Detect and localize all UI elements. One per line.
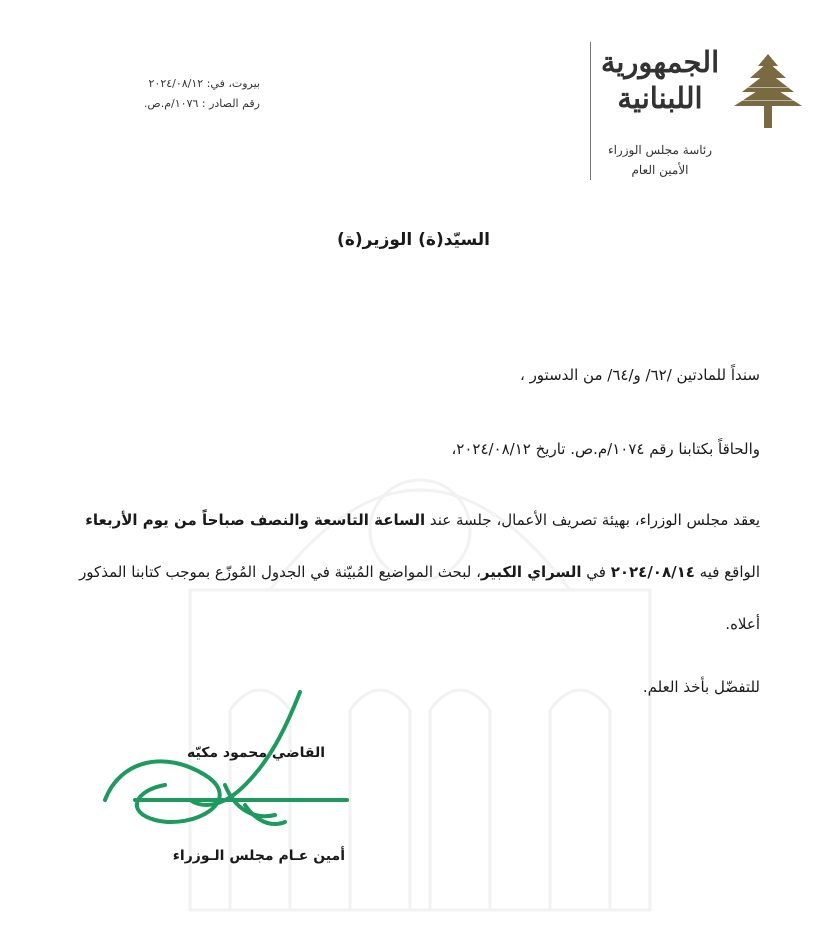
meeting-date: ٢٠٢٤/٠٨/١٤	[610, 563, 695, 581]
republic-emblem-text	[600, 44, 720, 116]
republic-line-2: اللبنانية	[617, 81, 703, 115]
date-reference-block	[100, 74, 260, 114]
signatory-title: أمين عـام مجلس الـوزراء	[172, 848, 345, 864]
paragraph-reference: والحاقاً بكتابنا رقم ١٠٧٤/م.ص. تاريخ ٢٠٢٤/٠٨/١٢،	[451, 440, 760, 458]
republic-line-1: الجمهورية	[600, 45, 720, 79]
header-divider	[590, 42, 591, 180]
paragraph-legal-basis: سنداً للمادتين /٦٢/ و/٦٤/ من الدستور ،	[519, 366, 760, 384]
meeting-purpose: ، لبحث المواضيع المُبيّنة في الجدول المُوزّع بموجب كتابنا المذكور أعلاه.	[79, 563, 760, 633]
meeting-time-day: الساعة التاسعة والنصف صباحاً من يوم الأربعاء	[85, 511, 426, 529]
signatory-name: القاضي محمود مكيّه	[187, 745, 325, 761]
reference-number: رقم الصادر : ١٠٧٦/م.ص.	[143, 97, 260, 110]
place-date: بيروت، في: ٢٠٢٤/٠٨/١٢	[148, 77, 260, 90]
secretary-general-label: الأمين العام	[631, 163, 689, 177]
meeting-connector-2: في	[581, 563, 611, 581]
meeting-connector: الواقع فيه	[694, 563, 760, 581]
meeting-intro: يعقد مجلس الوزراء، بهيئة تصريف الأعمال، جلسة عند	[425, 511, 760, 529]
paragraph-closing: للتفضّل بأخذ العلم.	[642, 678, 760, 696]
presidency-label: رئاسة مجلس الوزراء	[607, 143, 713, 157]
addressee: السيّد(ة) الوزير(ة)	[337, 230, 490, 250]
paragraph-meeting-notice	[70, 494, 760, 650]
handwritten-signature	[95, 690, 355, 840]
issuing-office	[600, 140, 720, 180]
cedar-tree-icon	[730, 52, 806, 132]
meeting-venue: السراي الكبير	[480, 563, 582, 581]
